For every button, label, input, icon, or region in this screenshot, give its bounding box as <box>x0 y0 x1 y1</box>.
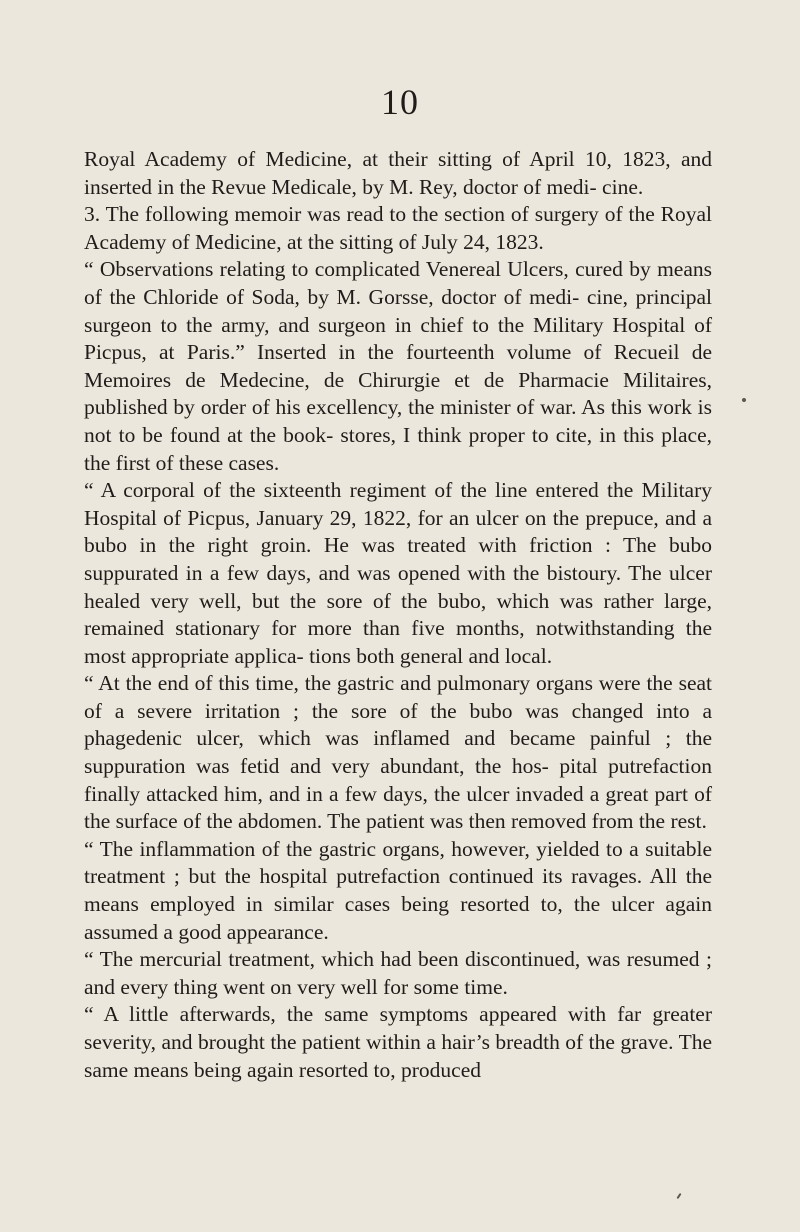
page-number: 10 <box>381 82 419 122</box>
paragraph-4: “ A corporal of the sixteenth regiment of the line entered the Military Hospital of Picpus, January 29, 1822, for an ulcer on the prepuce, and a bubo in the right groin. He was treated with friction : The bubo suppurated in a few days, and was opened with the bistoury. The ulcer healed very well, but the sore of the bubo, which was rather large, remained stationary for more than five months, notwithstanding the most appropriate applica- tions both general and local. <box>84 478 712 668</box>
paragraph-5: “ At the end of this time, the gastric and pulmonary organs were the seat of a severe irritation ; the sore of the bubo was changed into a phagedenic ulcer, which was inflamed and became painful ; the suppuration was fetid and very abundant, the hos- pital putrefaction finally attacked him, and in a few days, the ulcer invaded a great part of the surface of the abdomen. The patient was then removed from the rest. <box>84 671 712 834</box>
body-text <box>84 146 712 1084</box>
paragraph-6: “ The inflammation of the gastric organs, however, yielded to a suitable treatment ; but the hospital putrefaction continued its ravages. All the means employed in similar cases being resorted to, the ulcer again assumed a good appearance. <box>84 836 712 944</box>
page-speck <box>742 398 746 402</box>
paragraph-8: “ A little afterwards, the same symptoms appeared with far greater severity, and brought the patient within a hair’s breadth of the grave. The same means being again resorted to, produced <box>84 1002 712 1082</box>
paragraph-2: 3. The following memoir was read to the section of surgery of the Royal Academy of Medicine, at the sitting of July 24, 1823. <box>84 202 712 254</box>
paragraph-3: “ Observations relating to complicated Venereal Ulcers, cured by means of the Chloride of Soda, by M. Gorsse, doctor of medi- cine, principal surgeon to the army, and surgeon in chief to the Military Hospital of Picpus, at Paris.” Inserted in the fourteenth volume of Recueil de Memoires de Medecine, de Chirurgie et de Pharmacie Militaires, published by order of his excellency, the minister of war. As this work is not to be found at the book- stores, I think proper to cite, in this place, the first of these cases. <box>84 257 712 475</box>
paragraph-7: “ The mercurial treatment, which had been discontinued, was resumed ; and every thing went on very well for some time. <box>84 947 712 999</box>
page-speck <box>676 1193 681 1199</box>
paragraph-1: Royal Academy of Medicine, at their sitting of April 10, 1823, and inserted in the Revue Medicale, by M. Rey, doctor of medi- cine. <box>84 147 712 199</box>
